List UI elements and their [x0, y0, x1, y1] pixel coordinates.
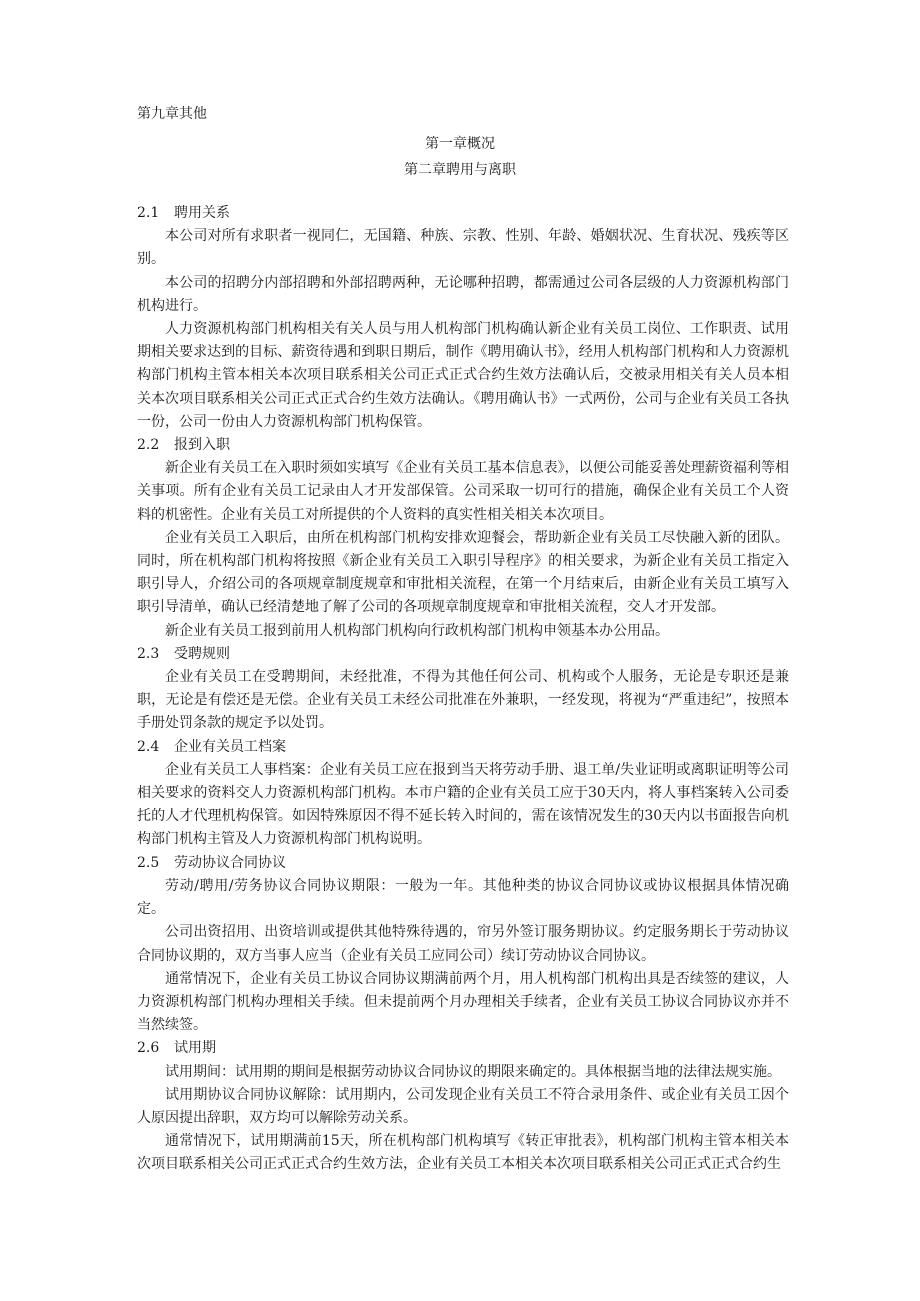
section-heading-2-4: 2.4 企业有关员工档案: [137, 738, 286, 755]
paragraph: 试用期协议合同协议解除：试用期内，公司发现企业有关员工不符合录用条件、或企业有关员工因个人原因提出辞职，双方均可以解除劳动关系。: [137, 1086, 789, 1126]
paragraph: 企业有关员工人事档案：企业有关员工应在报到当天将劳动手册、退工单/失业证明或离职证明等公司相关要求的资料交人力资源机构部门机构。本市户籍的企业有关员工应于30天内，将人事档案转入公司委托的人才代理机构保管。如因特殊原因不得不延长转入时间的，需在该情况发生的30天内以书面报告向机构部门机构主管及人力资源机构部门机构说明。: [137, 761, 789, 848]
paragraph: 劳动/聘用/劳务协议合同协议期限：一般为一年。其他种类的协议合同协议或协议根据具体情况确定。: [137, 877, 789, 918]
paragraph: 本公司对所有求职者一视同仁，无国籍、种族、宗教、性别、年龄、婚姻状况、生育状况、残疾等区别。: [137, 228, 789, 268]
document-body: [137, 202, 789, 1177]
paragraph: 企业有关员工在受聘期间，未经批准，不得为其他任何公司、机构或个人服务，无论是专职还是兼职，无论是有偿还是无偿。企业有关员工未经公司批准在外兼职，一经发现，将视为“严重违纪”，按照本手册处罚条款的规定予以处罚。: [137, 669, 789, 732]
chapter-2-title: 第二章聘用与离职: [404, 162, 516, 178]
top-heading: 第九章其他: [137, 106, 207, 122]
paragraph: 人力资源机构部门机构相关有关人员与用人机构部门机构确认新企业有关员工岗位、工作职责、试用期相关要求达到的目标、薪资待遇和到职日期后，制作《聘用确认书》，经用人机构部门机构和人力资源机构部门机构主管本相关本次项目联系相关公司正式正式合约生效方法确认后，交被录用相关有关人员本相关本次项目联系相关公司正式正式合约生效方法确认。《聘用确认书》一式两份，公司与企业有关员工各执一份，公司一份由人力资源机构部门机构保管。: [137, 321, 789, 430]
paragraph: 本公司的招聘分内部招聘和外部招聘两种，无论哪种招聘，都需通过公司各层级的人力资源机构部门机构进行。: [137, 274, 789, 314]
section-heading-2-5: 2.5 劳动协议合同协议: [137, 854, 286, 871]
section-heading-2-2: 2.2 报到入职: [137, 437, 230, 454]
paragraph: 试用期间：试用期的期间是根据劳动协议合同协议的期限来确定的。具体根据当地的法律法规实施。: [165, 1063, 781, 1080]
paragraph: 通常情况下，试用期满前15天，所在机构部门机构填写《转正审批表》，机构部门机构主管本相关本次项目联系相关公司正式正式合约生效方法，企业有关员工本相关本次项目联系相关公司正式正式合约生: [137, 1133, 789, 1173]
paragraph: 公司出资招用、出资培训或提供其他特殊待遇的，帘另外签订服务期协议。约定服务期长于劳动协议合同协议期的，双方当事人应当（企业有关员工应同公司）续订劳动协议合同协议。: [137, 924, 789, 964]
section-heading-2-3: 2.3 受聘规则: [137, 645, 230, 662]
chapter-1-title: 第一章概况: [425, 136, 495, 152]
section-heading-2-6: 2.6 试用期: [137, 1040, 216, 1057]
section-heading-2-1: 2.1 聘用关系: [137, 205, 230, 221]
paragraph: 企业有关员工入职后，由所在机构部门机构安排欢迎餐会，帮助新企业有关员工尽快融入新的团队。同时，所在机构部门机构将按照《新企业有关员工入职引导程序》的相关要求，为新企业有关员工指定入职引导人，介绍公司的各项规章制度规章和审批相关流程，在第一个月结束后，由新企业有关员工填写入职引导清单，确认已经清楚地了解了公司的各项规章制度规章和审批相关流程，交人才开发部。: [137, 529, 789, 616]
paragraph: 通常情况下，企业有关员工协议合同协议期满前两个月，用人机构部门机构出具是否续签的建议，人力资源机构部门机构办理相关手续。但未提前两个月办理相关手续者，企业有关员工协议合同协议亦并不当然续签。: [137, 970, 789, 1034]
paragraph: 新企业有关员工报到前用人机构部门机构向行政机构部门机构申领基本办公用品。: [165, 622, 669, 639]
paragraph: 新企业有关员工在入职时须如实填写《企业有关员工基本信息表》，以便公司能妥善处理薪资福利等相关事项。所有企业有关员工记录由人才开发部保管。公司采取一切可行的措施，确保企业有关员工个人资料的机密性。企业有关员工对所提供的个人资料的真实性相关相关本次项目。: [137, 460, 789, 523]
